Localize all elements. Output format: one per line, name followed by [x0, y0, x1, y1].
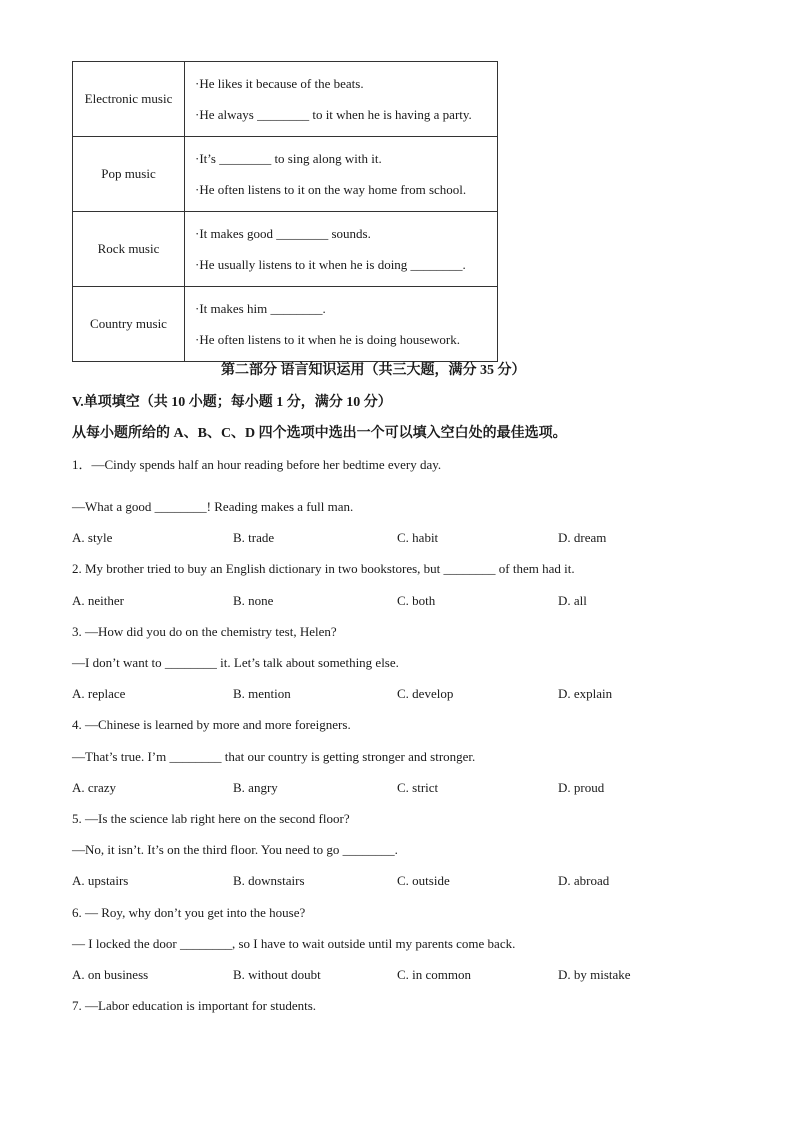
question-3-line: —I don’t want to ________ it. Let’s talk about something else. [72, 655, 399, 670]
option-a[interactable]: A. neither [72, 593, 124, 608]
option-c[interactable]: C. strict [397, 780, 439, 795]
option-c[interactable]: C. habit [397, 530, 439, 545]
option-a[interactable]: A. upstairs [72, 873, 129, 888]
description-cell [185, 62, 498, 137]
question-1-line: —What a good ________! Reading makes a full man. [72, 499, 354, 514]
option-a[interactable]: A. crazy [72, 780, 117, 795]
option-a[interactable]: A. on business [72, 967, 149, 982]
music-table [72, 61, 498, 362]
table-row [73, 62, 498, 137]
option-d[interactable]: D. explain [558, 686, 613, 701]
description-line: ·It makes him ________. [195, 301, 326, 316]
table-row [73, 287, 498, 362]
question-6-line: — I locked the door ________, so I have to wait outside until my parents come back. [72, 936, 516, 951]
table-row [73, 212, 498, 287]
option-c[interactable]: C. outside [397, 873, 450, 888]
genre-cell: Rock music [73, 212, 185, 287]
description-line: ·He likes it because of the beats. [195, 76, 364, 91]
option-c[interactable]: C. in common [397, 967, 472, 982]
question-5-line: —No, it isn’t. It’s on the third floor. You need to go ________. [72, 842, 398, 857]
question-1-line: 1．—Cindy spends half an hour reading before her bedtime every day. [72, 457, 442, 472]
description-cell [185, 137, 498, 212]
table-row [73, 137, 498, 212]
description-cell [185, 212, 498, 287]
genre-cell: Country music [73, 287, 185, 362]
question-7-line: 7. —Labor education is important for students. [72, 998, 317, 1013]
option-c[interactable]: C. develop [397, 686, 454, 701]
description-line: ·He usually listens to it when he is doing ________. [195, 257, 466, 272]
option-b[interactable]: B. without doubt [233, 967, 321, 982]
option-d[interactable]: D. proud [558, 780, 605, 795]
option-c[interactable]: C. both [397, 593, 436, 608]
option-b[interactable]: B. downstairs [233, 873, 305, 888]
option-a[interactable]: A. replace [72, 686, 126, 701]
option-a[interactable]: A. style [72, 530, 113, 545]
description-line: ·He often listens to it when he is doing housework. [195, 332, 461, 347]
question-3-line: 3. —How did you do on the chemistry test, Helen? [72, 624, 337, 639]
description-line: ·He often listens to it on the way home from school. [195, 182, 467, 197]
option-b[interactable]: B. mention [233, 686, 291, 701]
part-title: 第二部分 语言知识运用（共三大题，满分 35 分） [221, 363, 526, 378]
question-2-line: 2. My brother tried to buy an English dictionary in two bookstores, but ________ of them had it. [72, 561, 575, 576]
description-line: ·It makes good ________ sounds. [195, 226, 371, 241]
description-cell [185, 287, 498, 362]
option-d[interactable]: D. abroad [558, 873, 610, 888]
description-line: ·He always ________ to it when he is having a party. [195, 107, 472, 122]
option-d[interactable]: D. dream [558, 530, 607, 545]
question-5-line: 5. —Is the science lab right here on the second floor? [72, 811, 350, 826]
section-instruction: 从每小题所给的 A、B、C、D 四个选项中选出一个可以填入空白处的最佳选项。 [72, 426, 567, 441]
section-subtitle: V.单项填空（共 10 小题；每小题 1 分，满分 10 分） [72, 395, 392, 410]
option-d[interactable]: D. all [558, 593, 587, 608]
genre-cell: Electronic music [73, 62, 185, 137]
option-d[interactable]: D. by mistake [558, 967, 631, 982]
option-b[interactable]: B. trade [233, 530, 275, 545]
question-4-line: 4. —Chinese is learned by more and more foreigners. [72, 717, 351, 732]
description-line: ·It’s ________ to sing along with it. [195, 151, 382, 166]
genre-cell: Pop music [73, 137, 185, 212]
option-b[interactable]: B. angry [233, 780, 278, 795]
question-6-line: 6. — Roy, why don’t you get into the house? [72, 905, 306, 920]
question-4-line: —That’s true. I’m ________ that our country is getting stronger and stronger. [72, 749, 476, 764]
option-b[interactable]: B. none [233, 593, 274, 608]
